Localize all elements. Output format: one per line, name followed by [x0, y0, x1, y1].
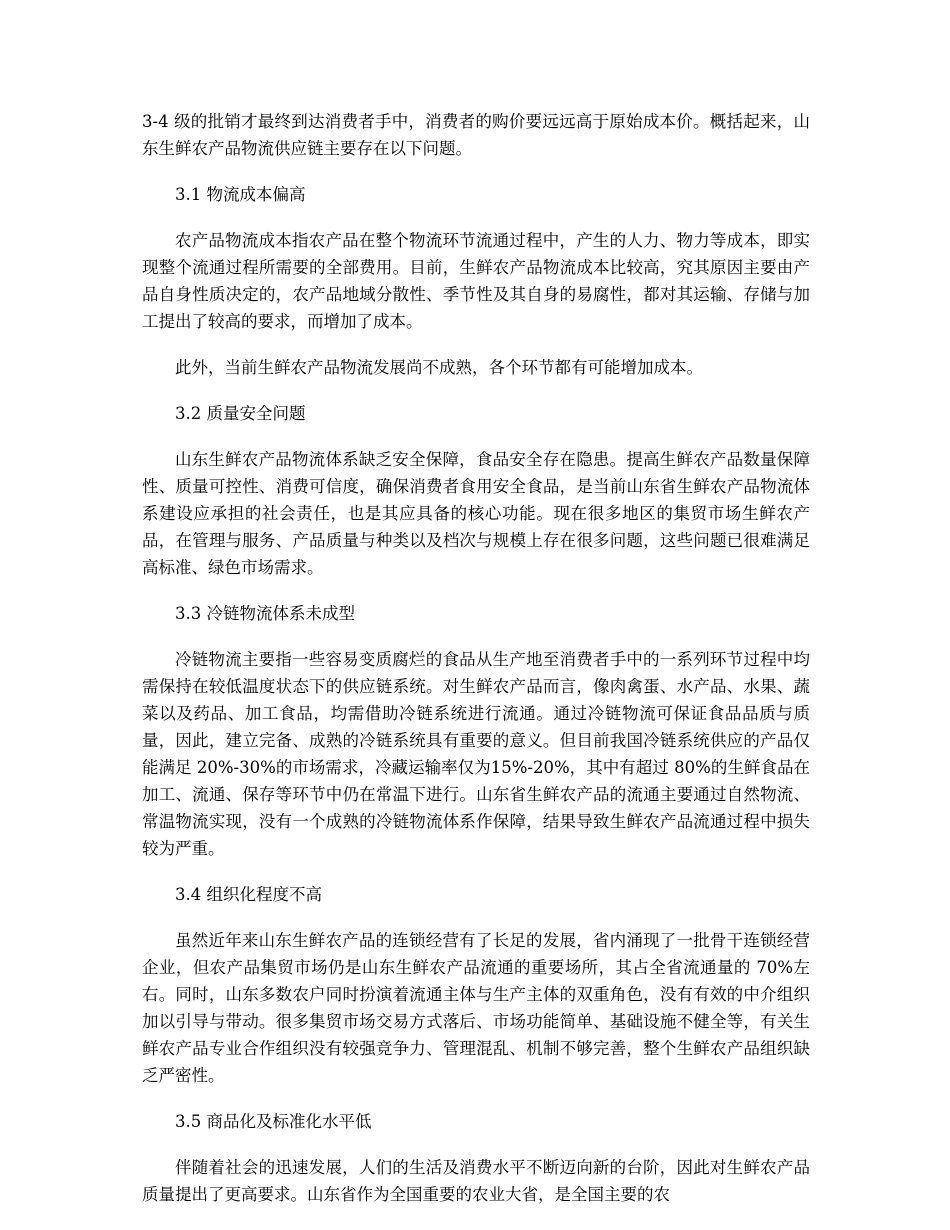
- paragraph-3-3-a: 冷链物流主要指一些容易变质腐烂的食品从生产地至消费者手中的一系列环节过程中均需保持在较低温度状态下的供应链系统。对生鲜农产品而言，像肉禽蛋、水产品、水果、蔬菜以及药品、加工食品，均需借助冷链系统进行流通。通过冷链物流可保证食品品质与质量，因此，建立完备、成熟的冷链系统具有重要的意义。但目前我国冷链系统供应的产品仅能满足 20%-30%的市场需求，冷藏运输率仅为15%-20%，其中有超过 80%的生鲜食品在加工、流通、保存等环节中仍在常温下进行。山东省生鲜农产品的流通主要通过自然物流、常温物流实现，没有一个成熟的冷链物流体系作保障，结果导致生鲜农产品流通过程中损失较为严重。: [142, 650, 810, 858]
- paragraph-3-4-a: 虽然近年来山东生鲜农产品的连锁经营有了长足的发展，省内涌现了一批骨干连锁经营企业，但农产品集贸市场仍是山东生鲜农产品流通的重要场所，其占全省流通量的 70%左右。同时，山东多数农户同时扮演着流通主体与生产主体的双重角色，没有有效的中介组织加以引导与带动。很多集贸市场交易方式落后、市场功能简单、基础设施不健全等，有关生鲜农产品专业合作组织没有较强竞争力、管理混乱、机制不够完善，整个生鲜农产品组织缺乏严密性。: [142, 931, 810, 1085]
- paragraph-3-2-a: 山东生鲜农产品物流体系缺乏安全保障，食品安全存在隐患。提高生鲜农产品数量保障性、质量可控性、消费可信度，确保消费者食用安全食品，是当前山东省生鲜农产品物流体系建设应承担的社会责任，也是其应具备的核心功能。现在很多地区的集贸市场生鲜农产品，在管理与服务、产品质量与种类以及档次与规模上存在很多问题，这些问题已很难满足高标准、绿色市场需求。: [142, 450, 810, 577]
- paragraph-3-5-a: 伴随着社会的迅速发展，人们的生活及消费水平不断迈向新的台阶，因此对生鲜农产品质量提出了更高要求。山东省作为全国重要的农业大省，是全国主要的农: [142, 1158, 810, 1204]
- paragraph-3-1-a: 农产品物流成本指农产品在整个物流环节流通过程中，产生的人力、物力等成本，即实现整个流通过程所需要的全部费用。目前，生鲜农产品物流成本比较高，究其原因主要由产品自身性质决定的，农产品地域分散性、季节性及其自身的易腐性，都对其运输、存储与加工提出了较高的要求，而增加了成本。: [142, 231, 810, 331]
- opening-paragraph: 3-4 级的批销才最终到达消费者手中，消费者的购价要远远高于原始成本价。概括起来，山东生鲜农产品物流供应链主要存在以下问题。: [142, 112, 810, 158]
- section-heading-3-5: 3.5 商品化及标准化水平低: [175, 1112, 372, 1131]
- paragraph-3-1-b: 此外，当前生鲜农产品物流发展尚不成熟，各个环节都有可能增加成本。: [175, 358, 703, 377]
- section-heading-3-1: 3.1 物流成本偏高: [175, 185, 306, 204]
- document-body: [142, 108, 810, 1227]
- section-heading-3-2: 3.2 质量安全问题: [175, 404, 306, 423]
- section-heading-3-3: 3.3 冷链物流体系未成型: [175, 604, 355, 623]
- section-heading-3-4: 3.4 组织化程度不高: [175, 885, 322, 904]
